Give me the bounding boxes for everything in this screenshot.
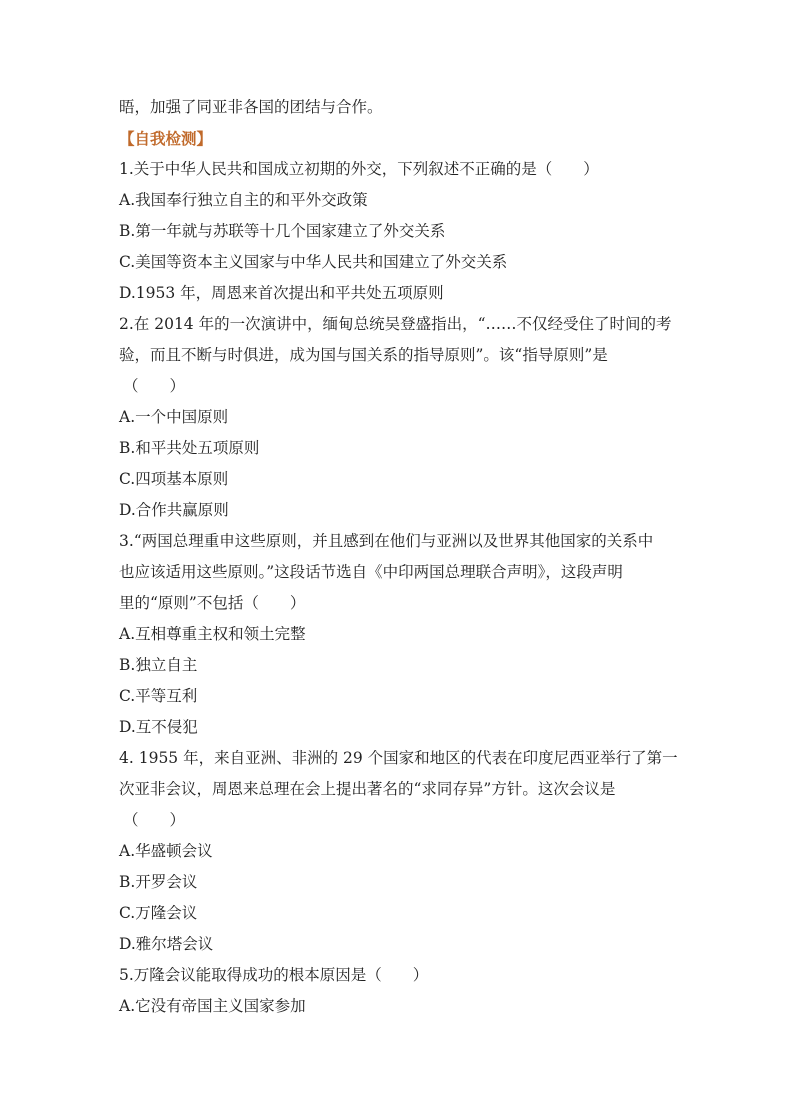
option-d: D.雅尔塔会议 bbox=[119, 935, 214, 953]
question-stem-line: 3.“两国总理重申这些原则，并且感到在他们与亚洲以及世界其他国家的关系中 bbox=[119, 532, 654, 550]
option-a: A.我国奉行独立自主的和平外交政策 bbox=[119, 191, 368, 209]
option-b: B.第一年就与苏联等十几个国家建立了外交关系 bbox=[119, 222, 446, 240]
option-c: C.美国等资本主义国家与中华人民共和国建立了外交关系 bbox=[119, 253, 508, 271]
option-a: A.一个中国原则 bbox=[119, 408, 229, 426]
question-stem-line: 里的“原则”不包括（ ） bbox=[119, 594, 306, 612]
question-2 bbox=[119, 309, 679, 526]
option-c: C.平等互利 bbox=[119, 687, 198, 705]
answer-paren: （ ） bbox=[123, 811, 186, 829]
option-a: A.华盛顿会议 bbox=[119, 842, 213, 860]
question-5 bbox=[119, 960, 679, 1022]
option-b: B.和平共处五项原则 bbox=[119, 439, 260, 457]
question-stem-line: 验，而且不断与时俱进，成为国与国关系的指导原则”。该“指导原则”是 bbox=[119, 346, 608, 364]
question-stem-line: 5.万隆会议能取得成功的根本原因是（ ） bbox=[119, 966, 429, 984]
section-title: 【自我检测】 bbox=[119, 129, 213, 148]
document-page bbox=[119, 92, 679, 1022]
question-4 bbox=[119, 743, 679, 960]
option-b: B.开罗会议 bbox=[119, 873, 198, 891]
option-d: D.1953 年，周恩来首次提出和平共处五项原则 bbox=[119, 284, 444, 302]
option-c: C.万隆会议 bbox=[119, 904, 198, 922]
question-stem-line: 1.关于中华人民共和国成立初期的外交，下列叙述不正确的是（ ） bbox=[119, 160, 599, 178]
question-stem-line: 4. 1955 年，来自亚洲、非洲的 29 个国家和地区的代表在印度尼西亚举行了第一 bbox=[119, 749, 678, 767]
question-1 bbox=[119, 154, 679, 309]
option-b: B.独立自主 bbox=[119, 656, 198, 674]
option-a: A.它没有帝国主义国家参加 bbox=[119, 997, 306, 1015]
question-stem-line: 也应该适用这些原则。”这段话节选自《中印两国总理联合声明》，这段声明 bbox=[119, 563, 623, 581]
question-stem-line: 2.在 2014 年的一次演讲中，缅甸总统吴登盛指出，“……不仅经受住了时间的考 bbox=[119, 315, 672, 333]
option-c: C.四项基本原则 bbox=[119, 470, 229, 488]
option-a: A.互相尊重主权和领土完整 bbox=[119, 625, 306, 643]
question-3 bbox=[119, 526, 679, 743]
option-d: D.合作共赢原则 bbox=[119, 501, 229, 519]
option-d: D.互不侵犯 bbox=[119, 718, 198, 736]
intro-line: 晤，加强了同亚非各国的团结与合作。 bbox=[119, 98, 383, 116]
answer-paren: （ ） bbox=[123, 377, 186, 395]
question-stem-line: 次亚非会议，周恩来总理在会上提出著名的“求同存异”方针。这次会议是 bbox=[119, 780, 616, 798]
